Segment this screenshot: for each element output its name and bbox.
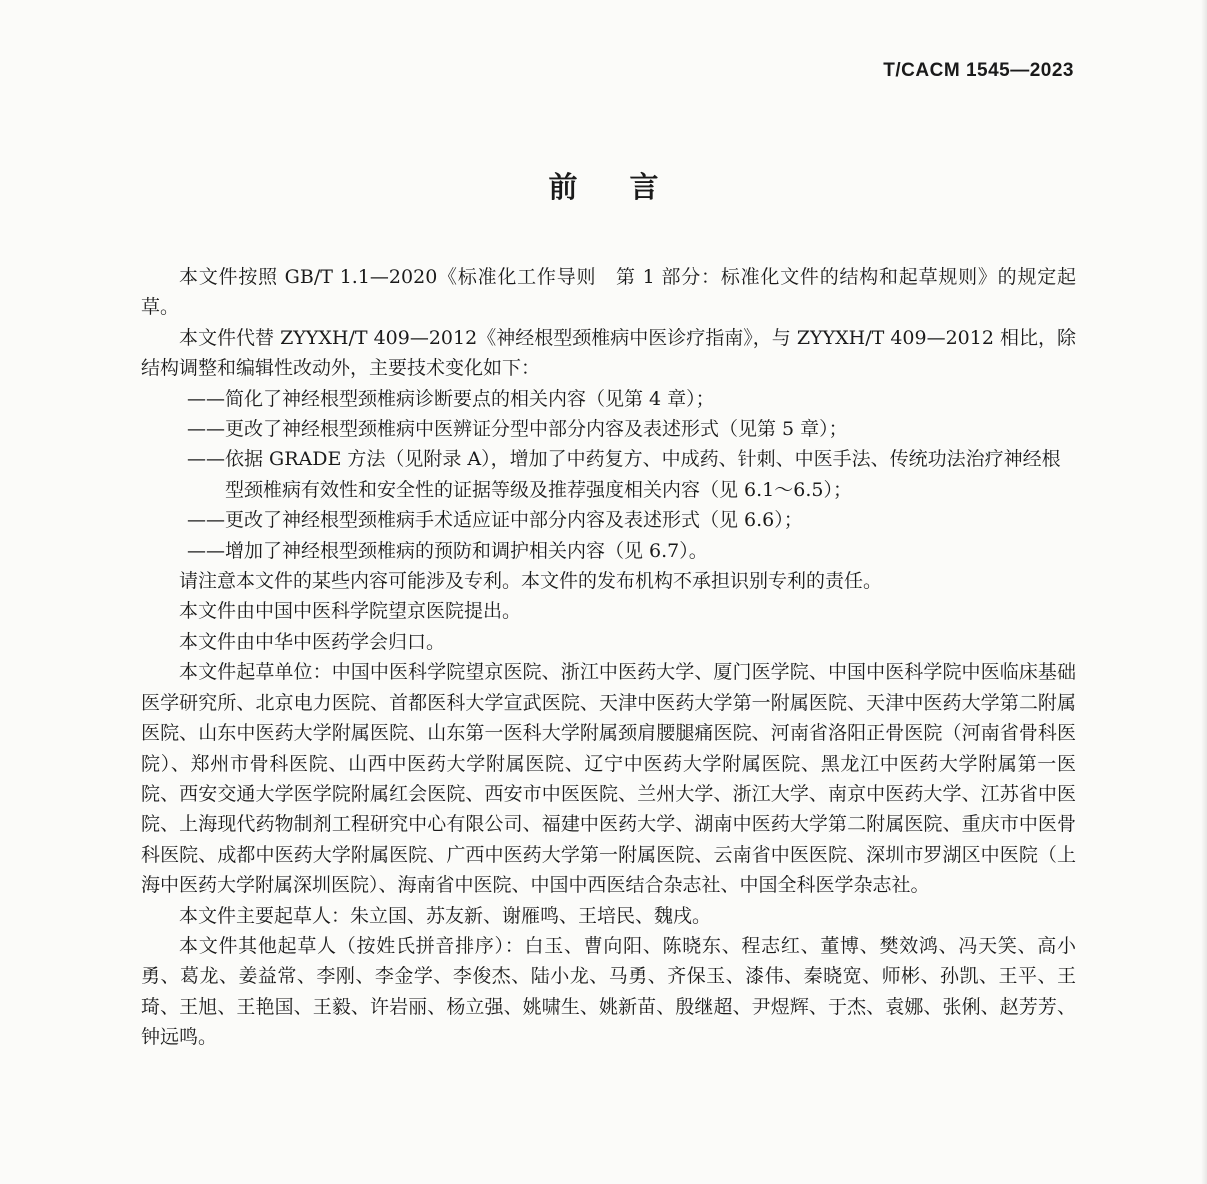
paragraph-drafting-rules: 本文件按照 GB/T 1.1—2020《标准化工作导则 第 1 部分：标准化文件的结构和起草规则》的规定起草。: [141, 266, 1076, 319]
paragraph-drafting-units: 本文件起草单位：中国中医科学院望京医院、浙江中医药大学、厦门医学院、中国中医科学院中医临床基础医学研究所、北京电力医院、首都医科大学宣武医院、天津中医药大学第一附属医院、天津中医药大学第二附属医院、山东中医药大学附属医院、山东第一医科大学附属颈肩腰腿痛医院、河南省洛阳正骨医院（河南省骨科医院）、郑州市骨科医院、山西中医药大学附属医院、辽宁中医药大学附属医院、黑龙江中医药大学附属第一医院、西安交通大学医学院附属红会医院、西安市中医医院、兰州大学、浙江大学、南京中医药大学、江苏省中医院、上海现代药物制剂工程研究中心有限公司、福建中医药大学、湖南中医药大学第二附属医院、重庆市中医骨科医院、成都中医药大学附属医院、广西中医药大学第一附属医院、云南省中医医院、深圳市罗湖区中医院（上海中医药大学附属深圳医院）、海南省中医院、中国中西医结合杂志社、中国全科医学杂志社。: [141, 661, 1076, 897]
list-item-text: 更改了神经根型颈椎病手术适应证中部分内容及表述形式（见 6.6）；: [225, 509, 803, 532]
list-dash: ——: [187, 387, 225, 410]
list-dash: ——: [187, 539, 225, 562]
list-item: [141, 384, 1076, 414]
standard-code: T/CACM 1545—2023: [883, 60, 1074, 81]
document-body: [141, 262, 1076, 1053]
list-dash: ——: [187, 448, 225, 471]
list-dash: ——: [187, 418, 225, 441]
list-item: [141, 444, 1076, 505]
paragraph-main-drafters: 本文件主要起草人：朱立国、苏友新、谢雁鸣、王培民、魏戌。: [179, 904, 712, 927]
list-item-text: 简化了神经根型颈椎病诊断要点的相关内容（见第 4 章）；: [225, 387, 715, 410]
paragraph-patent-notice: 请注意本文件的某些内容可能涉及专利。本文件的发布机构不承担识别专利的责任。: [179, 570, 883, 593]
list-item-text: 增加了神经根型颈椎病的预防和调护相关内容（见 6.7）。: [225, 539, 708, 562]
list-item: [141, 536, 1076, 566]
list-item: [141, 505, 1076, 535]
paragraph-replacement: 本文件代替 ZYYXH/T 409—2012《神经根型颈椎病中医诊疗指南》，与 ZYYXH/T 409—2012 相比，除结构调整和编辑性改动外，主要技术变化如下：: [141, 326, 1076, 380]
list-item-text: 更改了神经根型颈椎病中医辨证分型中部分内容及表述形式（见第 5 章）；: [225, 418, 848, 441]
paragraph-proposer: 本文件由中国中医科学院望京医院提出。: [179, 600, 522, 623]
page-edge-shadow: [1201, 0, 1207, 1184]
changes-list: [141, 384, 1076, 566]
paragraph-administrator: 本文件由中华中医药学会归口。: [179, 630, 446, 653]
paragraph-other-drafters: 本文件其他起草人（按姓氏拼音排序）：白玉、曹向阳、陈晓东、程志红、董博、樊效鸿、冯天笑、高小勇、葛龙、姜益常、李刚、李金学、李俊杰、陆小龙、马勇、齐保玉、漆伟、秦晓宽、师彬、孙凯、王平、王琦、王旭、王艳国、王毅、许岩丽、杨立强、姚啸生、姚新苗、殷继超、尹煜辉、于杰、袁娜、张俐、赵芳芳、钟远鸣。: [141, 934, 1076, 1049]
list-dash: ——: [187, 509, 225, 532]
page-title: 前言: [548, 170, 711, 204]
list-item-text: 依据 GRADE 方法（见附录 A），增加了中药复方、中成药、针刺、中医手法、传统功法治疗神经根型颈椎病有效性和安全性的证据等级及推荐强度相关内容（见 6.1～6.5）；: [225, 448, 1061, 501]
list-item: [141, 414, 1076, 444]
